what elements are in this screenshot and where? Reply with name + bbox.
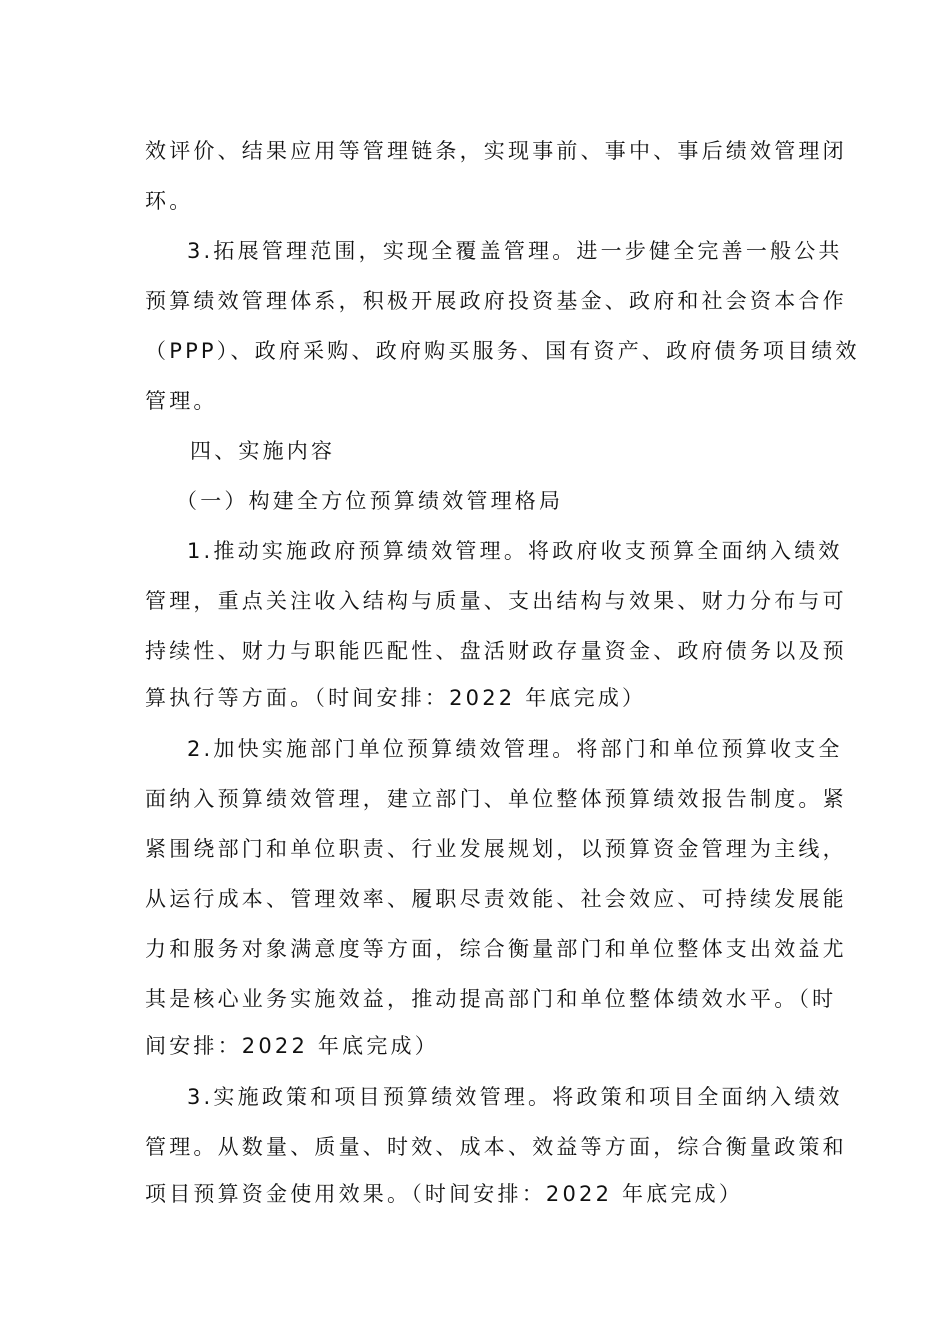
text-line: 3.拓展管理范围，实现全覆盖管理。进一步健全完善一般公共 [187, 239, 843, 263]
text-line: 效评价、结果应用等管理链条，实现事前、事中、事后绩效管理闭 [145, 139, 847, 163]
text-line: 预算绩效管理体系，积极开展政府投资基金、政府和社会资本合作 [145, 289, 847, 313]
text-line: 从运行成本、管理效率、履职尽责效能、社会效应、可持续发展能 [145, 887, 847, 911]
text-line: 2.加快实施部门单位预算绩效管理。将部门和单位预算收支全 [187, 737, 843, 761]
text-line: 力和服务对象满意度等方面，综合衡量部门和单位整体支出效益尤 [145, 937, 847, 961]
text-line: 管理，重点关注收入结构与质量、支出结构与效果、财力分布与可 [145, 589, 847, 613]
text-line: 项目预算资金使用效果。（时间安排：2022 年底完成） [145, 1182, 744, 1206]
text-line: 间安排：2022 年底完成） [145, 1034, 439, 1058]
text-line: 3.实施政策和项目预算绩效管理。将政策和项目全面纳入绩效 [187, 1085, 843, 1109]
text-line: 其是核心业务实施效益，推动提高部门和单位整体绩效水平。（时 [145, 987, 837, 1011]
text-line: 算执行等方面。（时间安排：2022 年底完成） [145, 686, 647, 710]
text-line: 管理。从数量、质量、时效、成本、效益等方面，综合衡量政策和 [145, 1135, 847, 1159]
subsection-heading: （一）构建全方位预算绩效管理格局 [176, 489, 564, 513]
text-line: 持续性、财力与职能匹配性、盘活财政存量资金、政府债务以及预 [145, 639, 847, 663]
text-line: 管理。 [145, 389, 218, 413]
text-line: 紧围绕部门和单位职责、行业发展规划，以预算资金管理为主线， [145, 837, 847, 861]
text-line: 环。 [145, 189, 194, 213]
text-line: 面纳入预算绩效管理，建立部门、单位整体预算绩效报告制度。紧 [145, 787, 847, 811]
text-line: 1.推动实施政府预算绩效管理。将政府收支预算全面纳入绩效 [187, 539, 843, 563]
section-heading: 四、实施内容 [190, 439, 336, 463]
text-line: （PPP）、政府采购、政府购买服务、国有资产、政府债务项目绩效 [145, 339, 860, 363]
